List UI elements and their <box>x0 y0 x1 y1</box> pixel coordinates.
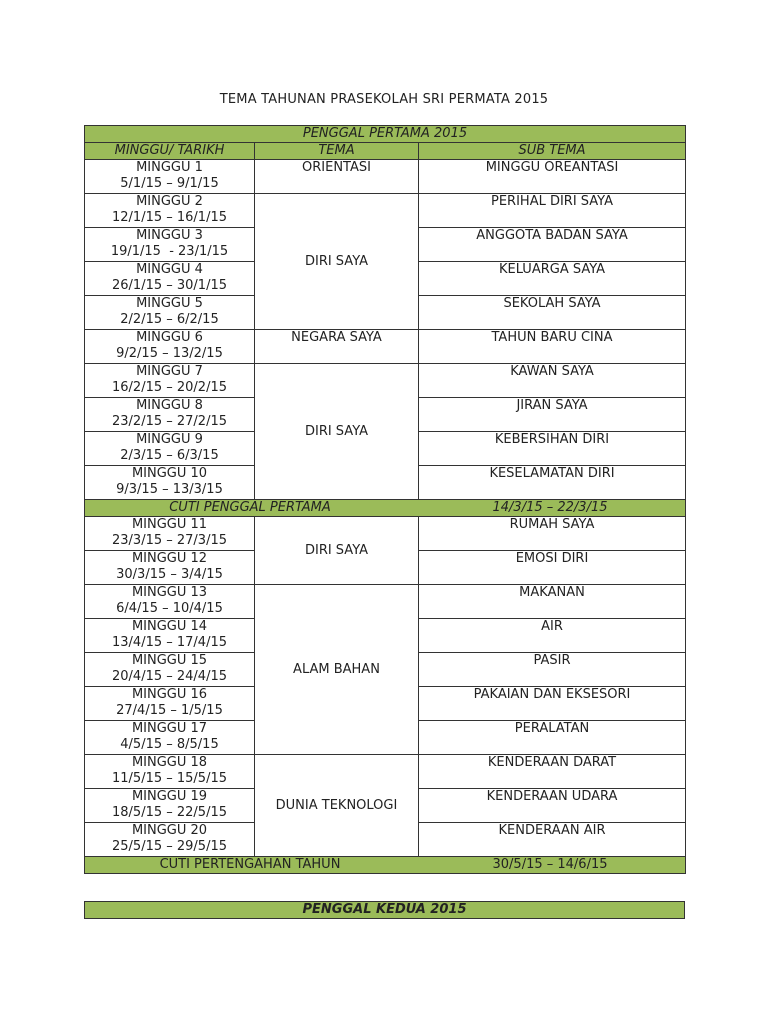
midyear-break-row <box>85 857 686 874</box>
week-cell <box>85 755 255 789</box>
week-label: MINGGU 16 <box>131 687 208 702</box>
week-cell <box>85 585 255 619</box>
week-cell <box>85 330 255 364</box>
week-cell <box>85 653 255 687</box>
week-date: 2/3/15 – 6/3/15 <box>120 448 219 463</box>
theme-cell: ORIENTASI <box>255 160 419 194</box>
subtheme-cell: PERIHAL DIRI SAYA <box>419 194 686 228</box>
theme-cell: DIRI SAYA <box>255 364 419 500</box>
subtheme-cell: AIR <box>419 619 686 653</box>
column-header-week-date: MINGGU/ TARIKH <box>85 143 255 160</box>
week-label: MINGGU 15 <box>131 653 208 668</box>
week-date: 23/3/15 – 27/3/15 <box>112 533 227 548</box>
theme-cell: DUNIA TEKNOLOGI <box>255 755 419 857</box>
week-cell <box>85 432 255 466</box>
week-date: 25/5/15 – 29/5/15 <box>112 839 227 854</box>
week-date: 19/1/15 - 23/1/15 <box>110 244 229 259</box>
subtheme-cell: KENDERAAN DARAT <box>419 755 686 789</box>
week-date: 9/2/15 – 13/2/15 <box>116 346 223 361</box>
subtheme-cell: JIRAN SAYA <box>419 398 686 432</box>
week-cell <box>85 823 255 857</box>
column-header-subtheme: SUB TEMA <box>419 143 686 160</box>
subtheme-cell: RUMAH SAYA <box>419 517 686 551</box>
week-label: MINGGU 8 <box>136 398 203 413</box>
week-label: MINGGU 12 <box>131 551 208 566</box>
term-break-date: 14/3/15 – 22/3/15 <box>492 500 608 515</box>
week-label: MINGGU 2 <box>136 194 203 209</box>
subtheme-cell: PAKAIAN DAN EKSESORI <box>419 687 686 721</box>
week-date: 12/1/15 – 16/1/15 <box>112 210 227 225</box>
subtheme-cell: KELUARGA SAYA <box>419 262 686 296</box>
week-label: MINGGU 3 <box>136 228 203 243</box>
theme-cell: DIRI SAYA <box>255 194 419 330</box>
week-date: 23/2/15 – 27/2/15 <box>112 414 227 429</box>
term2-heading: PENGGAL KEDUA 2015 <box>85 902 685 919</box>
term1-schedule-table <box>84 125 686 874</box>
week-label: MINGGU 17 <box>131 721 208 736</box>
term-break-label: CUTI PENGGAL PERTAMA <box>169 500 331 515</box>
week-cell <box>85 194 255 228</box>
week-label: MINGGU 7 <box>136 364 203 379</box>
week-date: 27/4/15 – 1/5/15 <box>116 703 223 718</box>
week-label: MINGGU 9 <box>136 432 203 447</box>
week-cell <box>85 517 255 551</box>
subtheme-cell: KAWAN SAYA <box>419 364 686 398</box>
table-row <box>85 160 686 194</box>
week-date: 6/4/15 – 10/4/15 <box>116 601 223 616</box>
week-cell <box>85 228 255 262</box>
theme-cell: NEGARA SAYA <box>255 330 419 364</box>
theme-cell: ALAM BAHAN <box>255 585 419 755</box>
subtheme-cell: KENDERAAN AIR <box>419 823 686 857</box>
term1-heading: PENGGAL PERTAMA 2015 <box>85 126 686 143</box>
subtheme-cell: KENDERAAN UDARA <box>419 789 686 823</box>
subtheme-cell: PASIR <box>419 653 686 687</box>
week-cell <box>85 551 255 585</box>
week-date: 13/4/15 – 17/4/15 <box>112 635 227 650</box>
week-cell <box>85 296 255 330</box>
week-label: MINGGU 1 <box>136 160 203 175</box>
week-label: MINGGU 18 <box>131 755 208 770</box>
week-label: MINGGU 13 <box>131 585 208 600</box>
subtheme-cell: TAHUN BARU CINA <box>419 330 686 364</box>
subtheme-cell: MINGGU OREANTASI <box>419 160 686 194</box>
term-break-row <box>85 500 686 517</box>
week-date: 30/3/15 – 3/4/15 <box>116 567 223 582</box>
table-row <box>85 585 686 619</box>
week-cell <box>85 398 255 432</box>
week-label: MINGGU 19 <box>131 789 208 804</box>
week-label: MINGGU 6 <box>136 330 203 345</box>
table-row <box>85 364 686 398</box>
week-label: MINGGU 14 <box>131 619 208 634</box>
subtheme-cell: ANGGOTA BADAN SAYA <box>419 228 686 262</box>
week-cell <box>85 789 255 823</box>
week-cell <box>85 160 255 194</box>
week-label: MINGGU 5 <box>136 296 203 311</box>
week-label: MINGGU 4 <box>136 262 203 277</box>
table-row <box>85 330 686 364</box>
week-cell <box>85 262 255 296</box>
subtheme-cell: KESELAMATAN DIRI <box>419 466 686 500</box>
table-row <box>85 194 686 228</box>
term2-table <box>84 901 685 919</box>
week-date: 18/5/15 – 22/5/15 <box>112 805 227 820</box>
document-title: TEMA TAHUNAN PRASEKOLAH SRI PERMATA 2015 <box>219 92 549 107</box>
week-date: 26/1/15 – 30/1/15 <box>112 278 227 293</box>
subtheme-cell: SEKOLAH SAYA <box>419 296 686 330</box>
theme-cell: DIRI SAYA <box>255 517 419 585</box>
subtheme-cell: KEBERSIHAN DIRI <box>419 432 686 466</box>
week-cell <box>85 364 255 398</box>
midyear-break-label: CUTI PERTENGAHAN TAHUN <box>159 857 341 872</box>
column-header-theme: TEMA <box>255 143 419 160</box>
week-label: MINGGU 20 <box>131 823 208 838</box>
subtheme-cell: EMOSI DIRI <box>419 551 686 585</box>
week-cell <box>85 721 255 755</box>
week-date: 5/1/15 – 9/1/15 <box>120 176 219 191</box>
week-cell <box>85 466 255 500</box>
week-cell <box>85 619 255 653</box>
week-label: MINGGU 10 <box>131 466 208 481</box>
midyear-break-date: 30/5/15 – 14/6/15 <box>492 857 608 872</box>
week-date: 20/4/15 – 24/4/15 <box>112 669 227 684</box>
week-cell <box>85 687 255 721</box>
week-date: 9/3/15 – 13/3/15 <box>116 482 223 497</box>
week-date: 2/2/15 – 6/2/15 <box>120 312 219 327</box>
subtheme-cell: PERALATAN <box>419 721 686 755</box>
week-date: 11/5/15 – 15/5/15 <box>112 771 227 786</box>
table-row <box>85 517 686 551</box>
week-label: MINGGU 11 <box>131 517 208 532</box>
table-row <box>85 755 686 789</box>
week-date: 16/2/15 – 20/2/15 <box>112 380 227 395</box>
week-date: 4/5/15 – 8/5/15 <box>120 737 219 752</box>
subtheme-cell: MAKANAN <box>419 585 686 619</box>
